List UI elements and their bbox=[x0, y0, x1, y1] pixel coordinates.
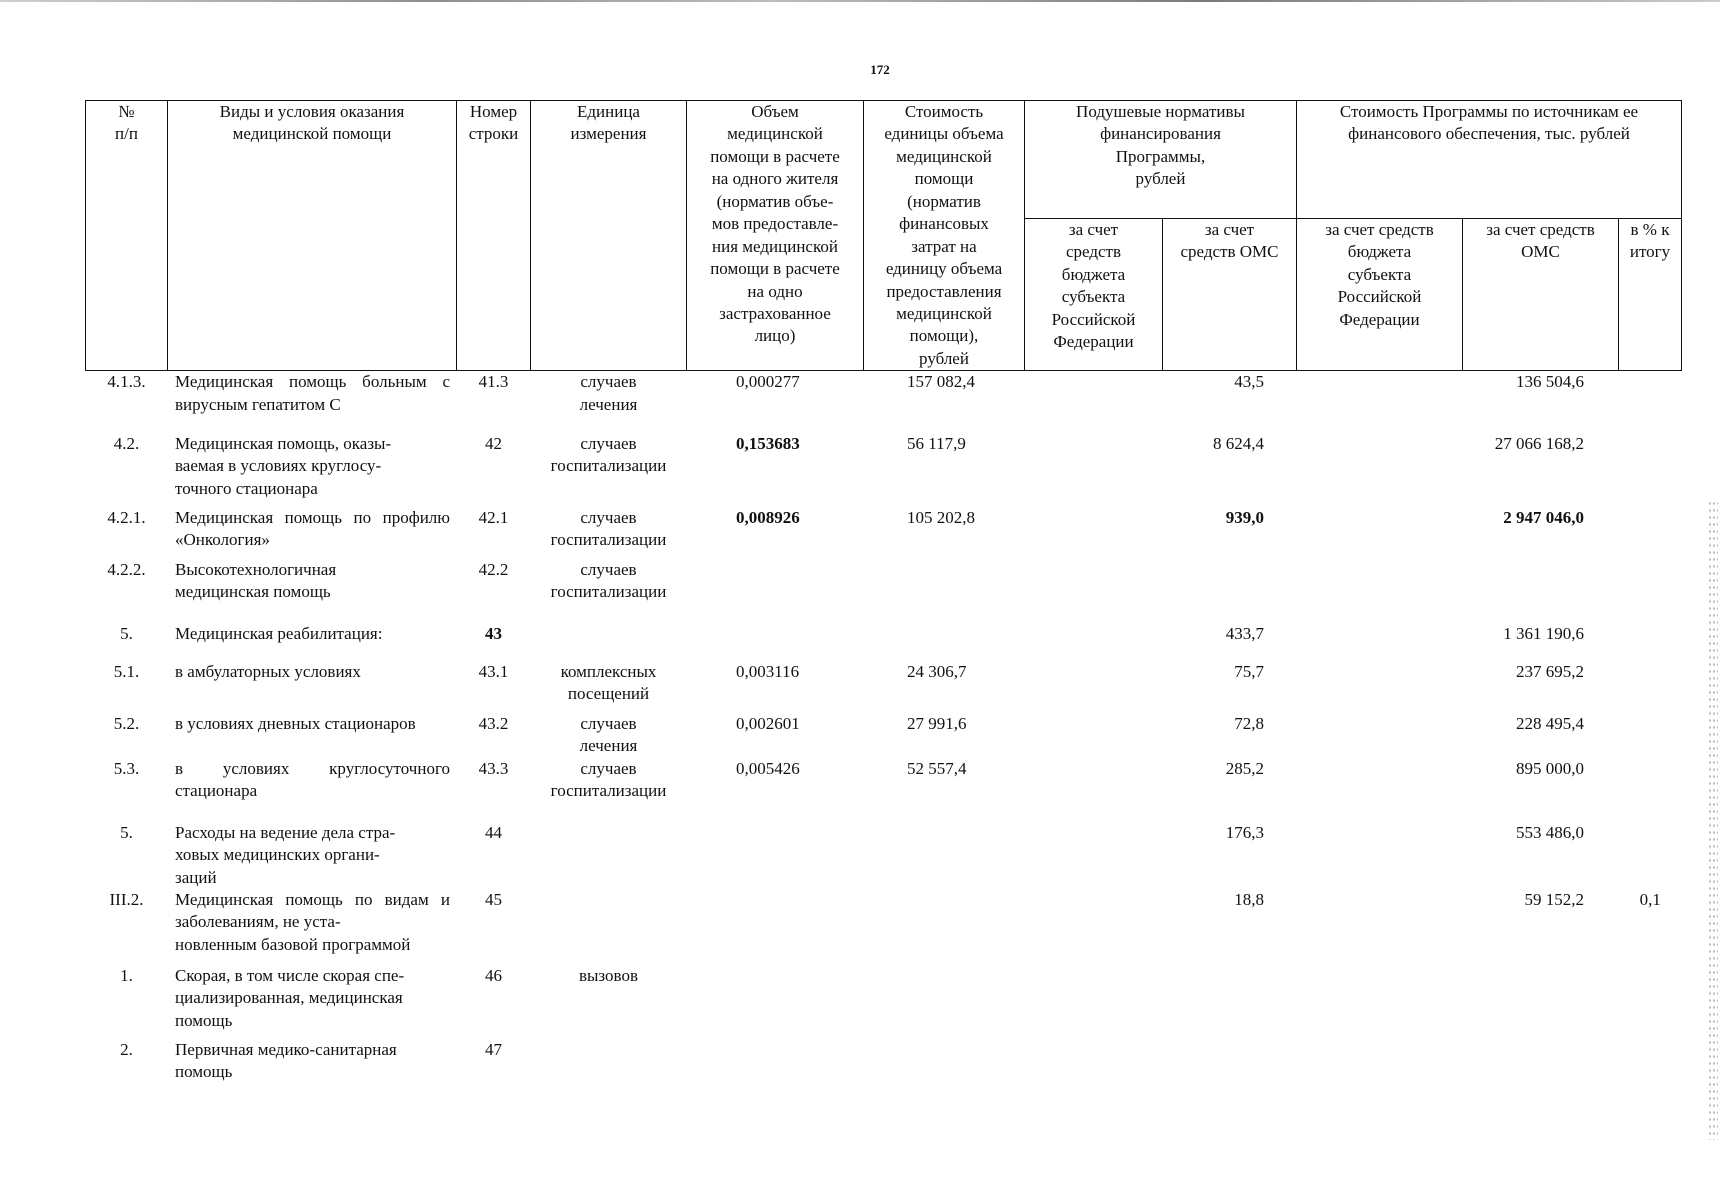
row-unit-cost: 27 991,6 bbox=[907, 713, 967, 733]
header-cost: Стоимость единицы объема медицинской помощи (норматив финансовых затрат на единицу объема предоставления медицинской помощи), рублей bbox=[864, 101, 1025, 371]
row-unit: комплексных посещений bbox=[560, 661, 657, 704]
row-volume: 0,005426 bbox=[736, 758, 800, 778]
row-line-number: 44 bbox=[485, 822, 502, 842]
row-program-percent bbox=[1619, 433, 1682, 507]
row-program-oms: 228 495,4 bbox=[1516, 713, 1584, 733]
row-num: 4.2.1. bbox=[107, 507, 146, 527]
table-row bbox=[86, 623, 1682, 661]
row-name: Медицинская помощь по видам и заболеваниям, не уста- новленным базовой программой bbox=[175, 889, 450, 954]
row-num: 5. bbox=[120, 623, 133, 643]
row-volume: 0,008926 bbox=[736, 507, 800, 527]
row-line-number: 45 bbox=[485, 889, 502, 909]
row-volume: 0,002601 bbox=[736, 713, 800, 733]
row-line-number: 46 bbox=[485, 965, 502, 985]
row-program-percent: 0,1 bbox=[1639, 889, 1661, 909]
row-per-capita-oms: 18,8 bbox=[1234, 889, 1264, 909]
row-per-capita-budget bbox=[1025, 965, 1163, 1039]
row-per-capita-oms: 176,3 bbox=[1225, 822, 1264, 842]
table-row bbox=[86, 559, 1682, 623]
header-volume: Объем медицинской помощи в расчете на одного жителя (норматив объе- мов предоставле- ния медицинской помощи в расчете на одно застрахованное лицо) bbox=[687, 101, 864, 371]
row-name: Медицинская реабилитация: bbox=[175, 623, 383, 643]
row-volume bbox=[687, 559, 864, 623]
row-unit: вызовов bbox=[578, 965, 638, 985]
row-line-number: 43.1 bbox=[478, 661, 509, 681]
table-row bbox=[86, 1039, 1682, 1089]
row-program-budget bbox=[1297, 433, 1463, 507]
row-name: Расходы на ведение дела стра- ховых медицинских органи- заций bbox=[175, 822, 396, 887]
row-volume: 0,153683 bbox=[736, 433, 800, 453]
row-name: Первичная медико-санитарная помощь bbox=[175, 1039, 397, 1082]
row-volume bbox=[687, 1039, 864, 1089]
row-line-number: 42.2 bbox=[478, 559, 509, 579]
row-name: Медицинская помощь больным с вирусным гепатитом С bbox=[175, 372, 450, 414]
header-prog-oms: за счет средств ОМС bbox=[1463, 218, 1619, 370]
header-line: Номер строки bbox=[457, 101, 531, 371]
row-per-capita-budget bbox=[1025, 822, 1163, 889]
row-program-oms: 27 066 168,2 bbox=[1494, 433, 1584, 453]
row-num: 5. bbox=[120, 822, 133, 842]
row-program-budget bbox=[1297, 559, 1463, 623]
header-types: Виды и условия оказания медицинской помощи bbox=[168, 101, 457, 371]
row-per-capita-oms: 285,2 bbox=[1225, 758, 1264, 778]
row-program-percent bbox=[1619, 507, 1682, 559]
row-name: Скорая, в том числе скорая спе- циализированная, медицинская помощь bbox=[175, 965, 405, 1030]
table-header bbox=[86, 101, 1682, 371]
financing-table bbox=[85, 100, 1682, 1089]
row-name: в амбулаторных условиях bbox=[175, 661, 361, 681]
row-unit-cost: 56 117,9 bbox=[907, 433, 966, 453]
row-line-number: 43.2 bbox=[478, 713, 509, 733]
row-per-capita-oms: 8 624,4 bbox=[1213, 433, 1264, 453]
row-unit-cost bbox=[864, 559, 1025, 623]
row-per-capita-budget bbox=[1025, 507, 1163, 559]
row-unit-cost: 52 557,4 bbox=[907, 758, 967, 778]
row-volume bbox=[687, 822, 864, 889]
row-per-capita-oms: 72,8 bbox=[1234, 713, 1264, 733]
row-per-capita-oms bbox=[1163, 965, 1297, 1039]
row-num: III.2. bbox=[109, 889, 144, 909]
row-program-percent bbox=[1619, 713, 1682, 758]
row-program-budget bbox=[1297, 713, 1463, 758]
row-line-number: 42.1 bbox=[478, 507, 509, 527]
row-line-number: 43 bbox=[485, 623, 502, 643]
row-program-oms bbox=[1463, 965, 1619, 1039]
row-unit: случаев госпитализации bbox=[550, 758, 667, 801]
row-num: 4.1.3. bbox=[107, 372, 146, 392]
row-program-percent bbox=[1619, 371, 1682, 433]
row-line-number: 43.3 bbox=[478, 758, 509, 778]
row-name: в условиях дневных стационаров bbox=[175, 713, 416, 733]
table-row bbox=[86, 371, 1682, 433]
row-per-capita-budget bbox=[1025, 1039, 1163, 1089]
scan-edge-top bbox=[0, 0, 1720, 2]
table-row bbox=[86, 433, 1682, 507]
row-program-budget bbox=[1297, 889, 1463, 965]
row-program-percent bbox=[1619, 965, 1682, 1039]
row-program-oms: 895 000,0 bbox=[1516, 758, 1584, 778]
row-num: 5.2. bbox=[113, 713, 140, 733]
header-unit: Единица измерения bbox=[531, 101, 687, 371]
row-unit-cost bbox=[864, 822, 1025, 889]
row-per-capita-oms: 939,0 bbox=[1225, 507, 1264, 527]
row-per-capita-oms: 75,7 bbox=[1234, 661, 1264, 681]
row-program-budget bbox=[1297, 507, 1463, 559]
row-per-capita-budget bbox=[1025, 371, 1163, 433]
row-unit: случаев госпитализации bbox=[550, 559, 667, 602]
table-body bbox=[86, 371, 1682, 1089]
row-num: 2. bbox=[120, 1039, 133, 1059]
table-row bbox=[86, 889, 1682, 965]
row-line-number: 47 bbox=[485, 1039, 502, 1059]
table-row bbox=[86, 713, 1682, 758]
row-unit-cost: 24 306,7 bbox=[907, 661, 967, 681]
row-per-capita-budget bbox=[1025, 623, 1163, 661]
row-program-oms: 2 947 046,0 bbox=[1503, 507, 1584, 527]
row-program-oms: 553 486,0 bbox=[1516, 822, 1584, 842]
row-per-capita-budget bbox=[1025, 713, 1163, 758]
row-num: 1. bbox=[120, 965, 133, 985]
row-volume: 0,003116 bbox=[736, 661, 800, 681]
row-unit: случаев госпитализации bbox=[550, 507, 667, 550]
row-name: Высокотехнологичная медицинская помощь bbox=[175, 559, 337, 602]
row-program-percent bbox=[1619, 822, 1682, 889]
row-volume bbox=[687, 889, 864, 965]
table-row bbox=[86, 507, 1682, 559]
row-volume bbox=[687, 623, 864, 661]
row-program-oms: 237 695,2 bbox=[1516, 661, 1584, 681]
row-program-oms bbox=[1463, 1039, 1619, 1089]
row-program-budget bbox=[1297, 965, 1463, 1039]
row-unit bbox=[531, 822, 687, 889]
row-volume bbox=[687, 965, 864, 1039]
row-unit-cost: 105 202,8 bbox=[907, 507, 975, 527]
row-per-capita-budget bbox=[1025, 433, 1163, 507]
row-program-percent bbox=[1619, 1039, 1682, 1089]
row-unit: случаев госпитализации bbox=[550, 433, 667, 476]
header-pc-budget: за счет средств бюджета субъекта Российской Федерации bbox=[1025, 218, 1163, 370]
row-program-percent bbox=[1619, 559, 1682, 623]
row-unit bbox=[531, 623, 687, 661]
row-per-capita-oms bbox=[1163, 559, 1297, 623]
row-per-capita-budget bbox=[1025, 758, 1163, 822]
row-program-oms: 59 152,2 bbox=[1524, 889, 1584, 909]
table-row bbox=[86, 822, 1682, 889]
page-number: 172 bbox=[870, 62, 890, 77]
header-per-capita: Подушевые нормативы финансирования Программы, рублей bbox=[1025, 101, 1297, 219]
header-pc-oms: за счет средств ОМС bbox=[1163, 218, 1297, 370]
row-program-budget bbox=[1297, 371, 1463, 433]
row-program-budget bbox=[1297, 822, 1463, 889]
row-num: 5.3. bbox=[113, 758, 140, 778]
row-per-capita-budget bbox=[1025, 559, 1163, 623]
table-row bbox=[86, 661, 1682, 713]
row-unit-cost bbox=[864, 1039, 1025, 1089]
row-line-number: 42 bbox=[485, 433, 502, 453]
row-program-percent bbox=[1619, 661, 1682, 713]
row-num: 4.2.2. bbox=[107, 559, 146, 579]
row-unit-cost bbox=[864, 889, 1025, 965]
row-unit: случаев лечения bbox=[579, 372, 638, 414]
table-row bbox=[86, 758, 1682, 822]
row-program-oms: 136 504,6 bbox=[1516, 372, 1584, 392]
row-line-number: 41.3 bbox=[478, 372, 509, 392]
row-name: в условиях круглосуточного стационара bbox=[175, 758, 450, 801]
header-prog-pct: в % к итогу bbox=[1619, 218, 1682, 370]
row-name: Медицинская помощь, оказы- ваемая в условиях круглосу- точного стационара bbox=[175, 433, 392, 498]
row-unit bbox=[531, 1039, 687, 1089]
row-program-percent bbox=[1619, 623, 1682, 661]
row-program-percent bbox=[1619, 758, 1682, 822]
row-per-capita-oms: 433,7 bbox=[1225, 623, 1264, 643]
scan-edge-right bbox=[1708, 500, 1718, 1140]
row-unit bbox=[531, 889, 687, 965]
row-volume: 0,000277 bbox=[736, 372, 800, 392]
row-name: Медицинская помощь по профилю «Онкология» bbox=[175, 507, 450, 550]
row-program-budget bbox=[1297, 1039, 1463, 1089]
row-num: 5.1. bbox=[113, 661, 140, 681]
row-per-capita-budget bbox=[1025, 661, 1163, 713]
row-unit-cost bbox=[864, 965, 1025, 1039]
table-row bbox=[86, 965, 1682, 1039]
row-unit-cost bbox=[864, 623, 1025, 661]
row-program-budget bbox=[1297, 661, 1463, 713]
row-program-budget bbox=[1297, 758, 1463, 822]
row-per-capita-oms: 43,5 bbox=[1234, 372, 1264, 392]
row-unit-cost: 157 082,4 bbox=[907, 372, 975, 392]
header-program-cost: Стоимость Программы по источникам ее финансового обеспечения, тыс. рублей bbox=[1297, 101, 1682, 219]
row-program-budget bbox=[1297, 623, 1463, 661]
row-program-oms: 1 361 190,6 bbox=[1503, 623, 1584, 643]
header-num: № п/п bbox=[86, 101, 168, 371]
row-per-capita-oms bbox=[1163, 1039, 1297, 1089]
row-program-oms bbox=[1463, 559, 1619, 623]
header-prog-budget: за счет средств бюджета субъекта Российской Федерации bbox=[1297, 218, 1463, 370]
row-unit: случаев лечения bbox=[579, 713, 638, 756]
row-per-capita-budget bbox=[1025, 889, 1163, 965]
row-num: 4.2. bbox=[113, 433, 140, 453]
